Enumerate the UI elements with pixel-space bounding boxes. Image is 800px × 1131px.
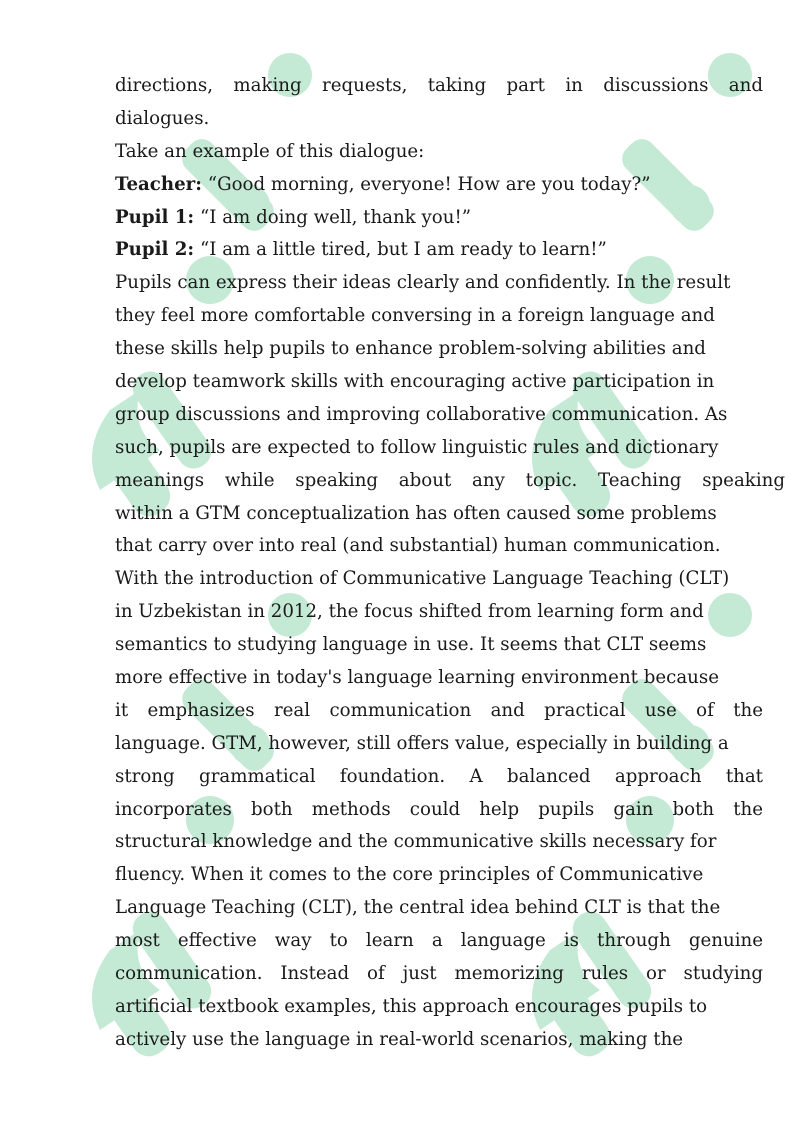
body-line: these skills help pupils to enhance problem-solving abilities and bbox=[115, 338, 706, 360]
body-line: actively use the language in real-world scenarios, making the bbox=[115, 1028, 684, 1050]
body-line: it emphasizes real communication and practical use of the bbox=[115, 699, 763, 721]
body-line: language. GTM, however, still offers value, especially in building a bbox=[115, 732, 729, 754]
dialogue-line bbox=[115, 169, 763, 202]
body-line: such, pupils are expected to follow linguistic rules and dictionary bbox=[115, 436, 719, 458]
body-line: strong grammatical foundation. A balanced approach that bbox=[115, 765, 763, 787]
dialogue-text: “Good morning, everyone! How are you today?” bbox=[207, 173, 651, 195]
document-body bbox=[115, 70, 785, 1057]
body-line: Language Teaching (CLT), the central idea behind CLT is that the bbox=[115, 897, 721, 919]
body-line: meanings while speaking about any topic. Teaching speaking bbox=[115, 469, 785, 491]
body-line: semantics to studying language in use. It seems that CLT seems bbox=[115, 634, 707, 656]
body-line: fluency. When it comes to the core principles of Communicative bbox=[115, 864, 704, 886]
dialogue-speaker: Pupil 2: bbox=[115, 239, 195, 261]
body-line: With the introduction of Communicative Language Teaching (CLT) bbox=[115, 568, 730, 590]
body-line: group discussions and improving collaborative communication. As bbox=[115, 403, 728, 425]
dialogue-speaker: Teacher: bbox=[115, 173, 202, 195]
body-line: directions, making requests, taking part in discussions and bbox=[115, 75, 763, 96]
body-line: dialogues. bbox=[115, 107, 210, 129]
body-line: more effective in today's language learning environment because bbox=[115, 667, 719, 689]
body-line: communication. Instead of just memorizing rules or studying bbox=[115, 963, 763, 985]
body-line: most effective way to learn a language is through genuine bbox=[115, 930, 763, 952]
body-line: they feel more comfortable conversing in a foreign language and bbox=[115, 305, 715, 327]
body-line: in Uzbekistan in 2012, the focus shifted from learning form and bbox=[115, 601, 704, 623]
dialogue-line bbox=[115, 234, 763, 267]
body-line: Pupils can express their ideas clearly and confidently. In the result bbox=[115, 272, 731, 294]
body-line: that carry over into real (and substantial) human communication. bbox=[115, 535, 721, 557]
body-line: structural knowledge and the communicative skills necessary for bbox=[115, 831, 717, 853]
body-line: incorporates both methods could help pupils gain both the bbox=[115, 798, 763, 820]
body-line: Take an example of this dialogue: bbox=[115, 140, 425, 162]
dialogue-text: “I am doing well, thank you!” bbox=[199, 206, 472, 228]
body-line: artificial textbook examples, this approach encourages pupils to bbox=[115, 995, 708, 1017]
body-line: develop teamwork skills with encouraging active participation in bbox=[115, 371, 715, 393]
dialogue-line bbox=[115, 202, 763, 235]
dialogue-text: “I am a little tired, but I am ready to learn!” bbox=[199, 239, 607, 261]
body-line: within a GTM conceptualization has often caused some problems bbox=[115, 502, 717, 524]
dialogue-speaker: Pupil 1: bbox=[115, 206, 195, 228]
